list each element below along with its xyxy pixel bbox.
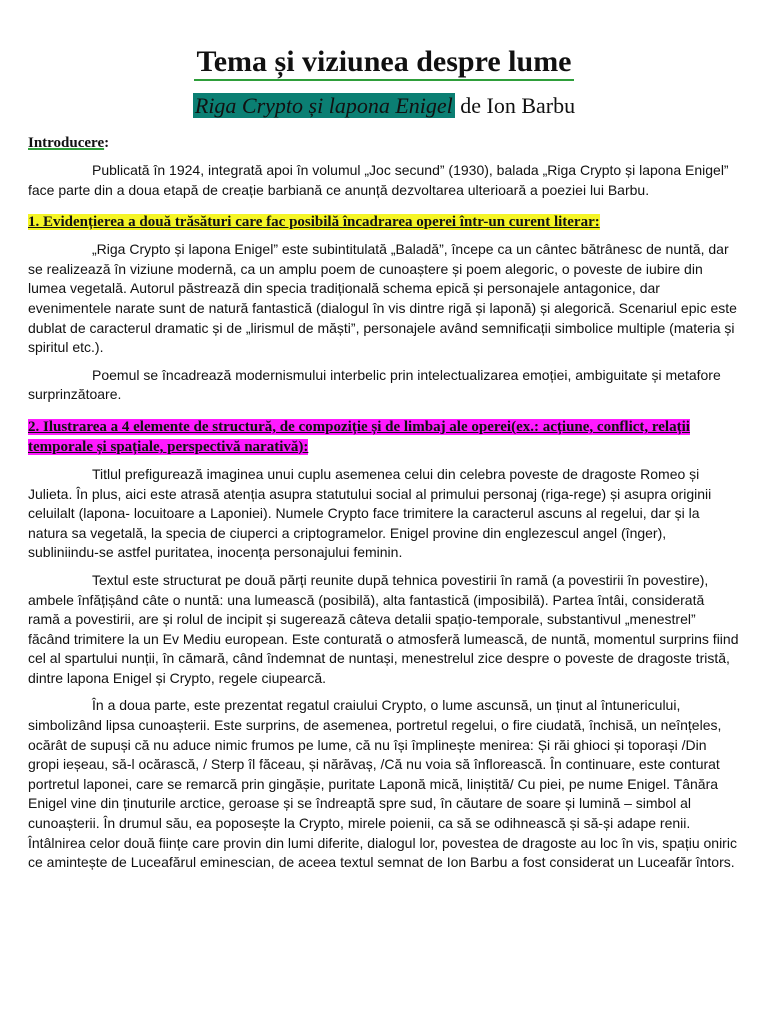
section2-paragraph-3: În a doua parte, este prezentat regatul craiului Crypto, o lume ascunsă, un ținut al întunericului, simbolizând lipsa cunoașterii. Este surprins, de asemenea, portretul regelui, o fire ciudată, închisă, un neînțeles, ocărât de supuși că nu aduce nimic frumos pe lume, că nu își împlinește menirea: Și răi ghioci și toporași /Din gropi ieșeau, să-l ocărască, / Sterp îl făceau, și nărăvaș, /Că nu voia să înflorească. În continuare, este conturat portretul laponei, care se remarcă prin gingășie, puritate Laponă mică, liniștită/ Cu piei, pe nume Enigel. Tânăra Enigel vine din ținuturile arctice, geroase și se îndreaptă spre sud, în căutare de soare și lumină – simbol al cunoașterii. În drumul său, ea poposește la Crypto, mirele poienii, ca să se odihnească și să-și adape renii. Întâlnirea celor două ființe care provin din lumi diferite, dialogul lor, povestea de dragoste au loc în vis, spațiu oniric ce amintește de Luceafărul eminescian, de aceea textul semnat de Ion Barbu a fost considerat un Luceafăr întors. — [28, 697, 737, 871]
intro-heading: Introducere: — [28, 135, 110, 151]
section2-heading: 2. Ilustrarea a 4 elemente de structură, de compoziție și de limbaj ale operei(ex.: acțiune, conflict, relații temporale și spațiale, perspectivă narativă): — [28, 418, 690, 455]
author-label: de Ion Barbu — [460, 93, 576, 118]
section2-paragraph-1: Titlul prefigurează imaginea unui cuplu asemenea celui din celebra poveste de dragoste Romeo și Julieta. În plus, aici este atrasă atenția asupra statutului social al primului personaj (riga-rege) și asupra originii celuilalt (lapona- locuitoare a Laponiei). Numele Crypto face trimitere la caracterul ascuns al regelui, dar și la natura sa vegetală, la specia de ciuperci a criptogramelor. Enigel provine din englezescul angel (înger), subliniindu-se astfel puritatea, inocența personajului feminin. — [28, 465, 712, 561]
intro-paragraph: Publicată în 1924, integrată apoi în volumul „Joc secund” (1930), balada „Riga Crypto și lapona Enigel” face parte din a doua etapă de creație barbiană ce anunță dezvoltarea ulterioară a poeziei lui Barbu. — [28, 162, 729, 198]
page-title: Tema și viziunea despre lume — [28, 0, 740, 81]
subtitle — [28, 93, 740, 119]
section1-heading: 1. Evidențierea a două trăsături care fac posibilă încadrarea operei într-un curent literar: — [28, 214, 600, 231]
section2-paragraph-2: Textul este structurat pe două părți reunite după tehnica povestirii în ramă (a povestirii în povestire), ambele înfățișând câte o nuntă: una lumească (posibilă), alta fantastică (imposibilă). Partea întâi, considerată ramă a povestirii, are și rolul de incipit și sugerează câteva detalii spațio-temporale, substantivul „menestrel” făcând trimitere la un Ev Mediu european. Este conturată o atmosferă lumească, de nuntă, momentul surprins fiind cel al spartului nunții, în cămară, când îndemnat de nuntași, menestrelul zice despre o poveste de dragoste tristă, dintre lapona Enigel și Crypto, regele ciupearcă. — [28, 571, 739, 686]
section1-paragraph-1: „Riga Crypto și lapona Enigel” este subintitulată „Baladă”, începe ca un cântec bătrânesc de nuntă, dar se realizează în viziune modernă, ca un amplu poem de cunoaștere și poem alegoric, o poveste de iubire din lumea vegetală. Autorul păstrează din specia tradițională schema epică și personajele antagonice, dar evenimentele narate sunt de natură fantastică (dialogul în vis dintre rigă și laponă) și alegorică. Scenariul epic este dublat de caracterul dramatic și de „lirismul de măști”, personajele având semnificații simbolice multiple (materia și spiritul etc.). — [28, 241, 737, 356]
section1-paragraph-2: Poemul se încadrează modernismului interbelic prin intelectualizarea emoției, ambiguitate și metafore surprinzătoare. — [28, 366, 721, 403]
work-title: Riga Crypto și lapona Enigel — [194, 93, 453, 118]
